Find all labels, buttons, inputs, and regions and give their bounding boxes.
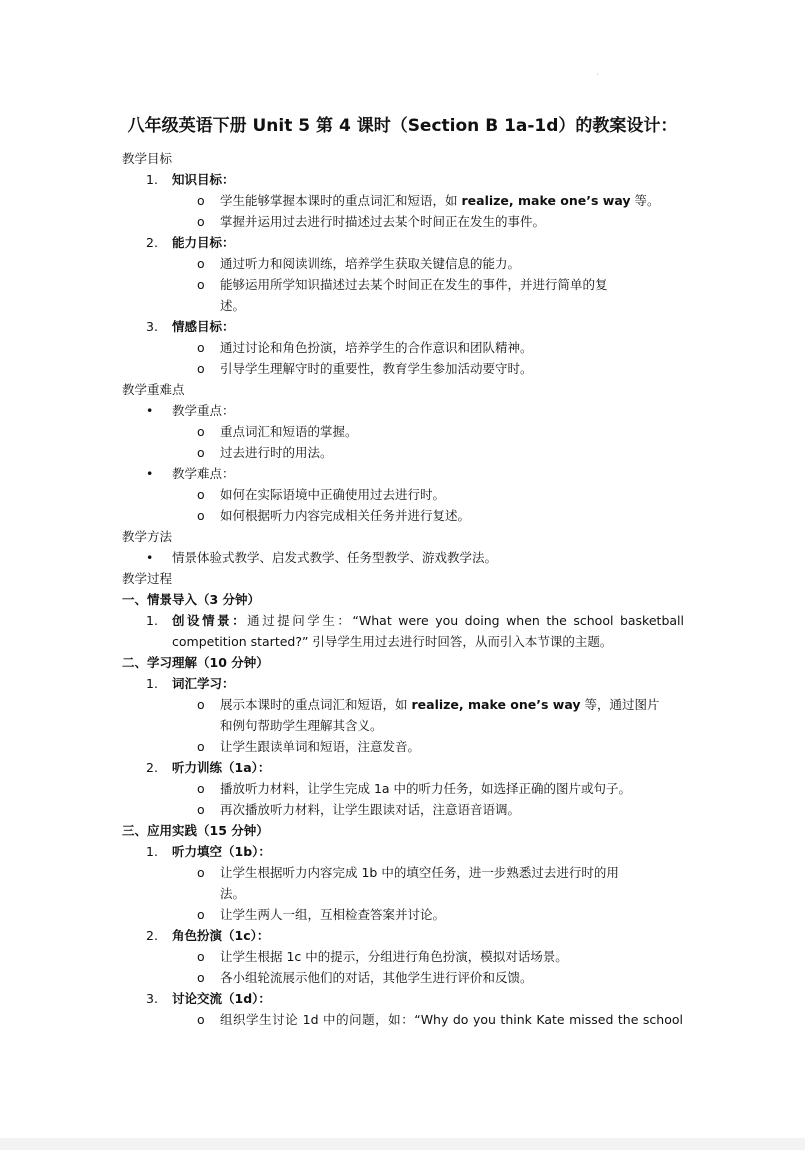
list-number: 3.	[146, 991, 158, 1006]
list-item: 通过讨论和角色扮演，培养学生的合作意识和团队精神。	[220, 340, 533, 355]
list-number: 2.	[146, 760, 158, 775]
circle-bullet: o	[197, 508, 205, 523]
disc-bullet: •	[146, 466, 154, 481]
circle-bullet: o	[197, 907, 205, 922]
list-item-continuation: 述。	[220, 298, 246, 313]
circle-bullet: o	[197, 193, 205, 208]
list-number: 3.	[146, 319, 158, 334]
list-item-continuation: 法。	[220, 886, 246, 901]
circle-bullet: o	[197, 865, 205, 880]
list-item: 掌握并运用过去进行时描述过去某个时间正在发生的事件。	[220, 214, 546, 229]
item-label-discussion: 讨论交流（1d）：	[172, 991, 271, 1006]
list-item: 让学生跟读单词和短语，注意发音。	[220, 739, 421, 754]
phase-heading-practice: 三、应用实践（15 分钟）	[122, 823, 269, 838]
circle-bullet: o	[197, 277, 205, 292]
list-item: 让学生根据 1c 中的提示，分组进行角色扮演，模拟对话场景。	[220, 949, 568, 964]
list-number: 2.	[146, 235, 158, 250]
list-item: 各小组轮流展示他们的对话，其他学生进行评价和反馈。	[220, 970, 533, 985]
corner-mark: ·	[596, 70, 599, 80]
list-item: 展示本课时的重点词汇和短语，如 realize, make one’s way 等，通过图片	[220, 697, 660, 712]
circle-bullet: o	[197, 424, 205, 439]
list-item-continuation: competition started?” 引导学生用过去进行时回答，从而引入本节课的主题。	[172, 634, 613, 649]
list-item: 引导学生理解守时的重要性，教育学生参加活动要守时。	[220, 361, 533, 376]
item-label-emotion: 情感目标：	[172, 319, 235, 334]
list-item: 播放听力材料，让学生完成 1a 中的听力任务，如选择正确的图片或句子。	[220, 781, 632, 796]
item-label-fill-blank: 听力填空（1b）：	[172, 844, 271, 859]
item-label-knowledge: 知识目标：	[172, 172, 235, 187]
list-number: 1.	[146, 844, 158, 859]
circle-bullet: o	[197, 739, 205, 754]
list-item: 通过听力和阅读训练，培养学生获取关键信息的能力。	[220, 256, 521, 271]
circle-bullet: o	[197, 361, 205, 376]
circle-bullet: o	[197, 781, 205, 796]
item-label-ability: 能力目标：	[172, 235, 235, 250]
section-heading-methods: 教学方法	[122, 529, 173, 544]
phase-heading-understanding: 二、学习理解（10 分钟）	[122, 655, 269, 670]
list-item: 能够运用所学知识描述过去某个时间正在发生的事件，并进行简单的复	[220, 277, 608, 292]
list-item: 过去进行时的用法。	[220, 445, 333, 460]
item-label-difficult: 教学难点：	[172, 466, 235, 481]
list-number: 1.	[146, 676, 158, 691]
circle-bullet: o	[197, 487, 205, 502]
list-item: 重点词汇和短语的掌握。	[220, 424, 358, 439]
list-item: 如何根据听力内容完成相关任务并进行复述。	[220, 508, 471, 523]
list-item: 让学生根据听力内容完成 1b 中的填空任务，进一步熟悉过去进行时的用	[220, 865, 619, 880]
circle-bullet: o	[197, 256, 205, 271]
list-item: 让学生两人一组，互相检查答案并讨论。	[220, 907, 446, 922]
page-title: 八年级英语下册 Unit 5 第 4 课时（Section B 1a-1d）的教案设计：	[127, 116, 678, 136]
circle-bullet: o	[197, 340, 205, 355]
list-item: 再次播放听力材料，让学生跟读对话，注意语音语调。	[220, 802, 521, 817]
circle-bullet: o	[197, 445, 205, 460]
list-number: 1.	[146, 613, 158, 628]
item-label-listening: 听力训练（1a）：	[172, 760, 271, 775]
circle-bullet: o	[197, 214, 205, 229]
list-number: 1.	[146, 172, 158, 187]
list-item: 如何在实际语境中正确使用过去进行时。	[220, 487, 446, 502]
section-heading-objectives: 教学目标	[122, 151, 173, 166]
list-item: 创设情景：通过提问学生：“What were you doing when the school basketball	[172, 613, 684, 628]
section-heading-process: 教学过程	[122, 571, 173, 586]
circle-bullet: o	[197, 1012, 205, 1027]
list-number: 2.	[146, 928, 158, 943]
phase-heading-intro: 一、情景导入（3 分钟）	[122, 592, 261, 607]
circle-bullet: o	[197, 970, 205, 985]
list-item: 组织学生讨论 1d 中的问题，如：“Why do you think Kate missed the school	[220, 1012, 683, 1027]
disc-bullet: •	[146, 550, 154, 565]
circle-bullet: o	[197, 802, 205, 817]
item-label-role-play: 角色扮演（1c）：	[172, 928, 270, 943]
list-item: 情景体验式教学、启发式教学、任务型教学、游戏教学法。	[172, 550, 498, 565]
item-label-key: 教学重点：	[172, 403, 235, 418]
circle-bullet: o	[197, 697, 205, 712]
list-item-continuation: 和例句帮助学生理解其含义。	[220, 718, 383, 733]
list-item: 学生能够掌握本课时的重点词汇和短语，如 realize, make one’s way 等。	[220, 193, 660, 208]
item-label-vocabulary: 词汇学习：	[172, 676, 235, 691]
circle-bullet: o	[197, 949, 205, 964]
section-heading-key-points: 教学重难点	[122, 382, 185, 397]
disc-bullet: •	[146, 403, 154, 418]
